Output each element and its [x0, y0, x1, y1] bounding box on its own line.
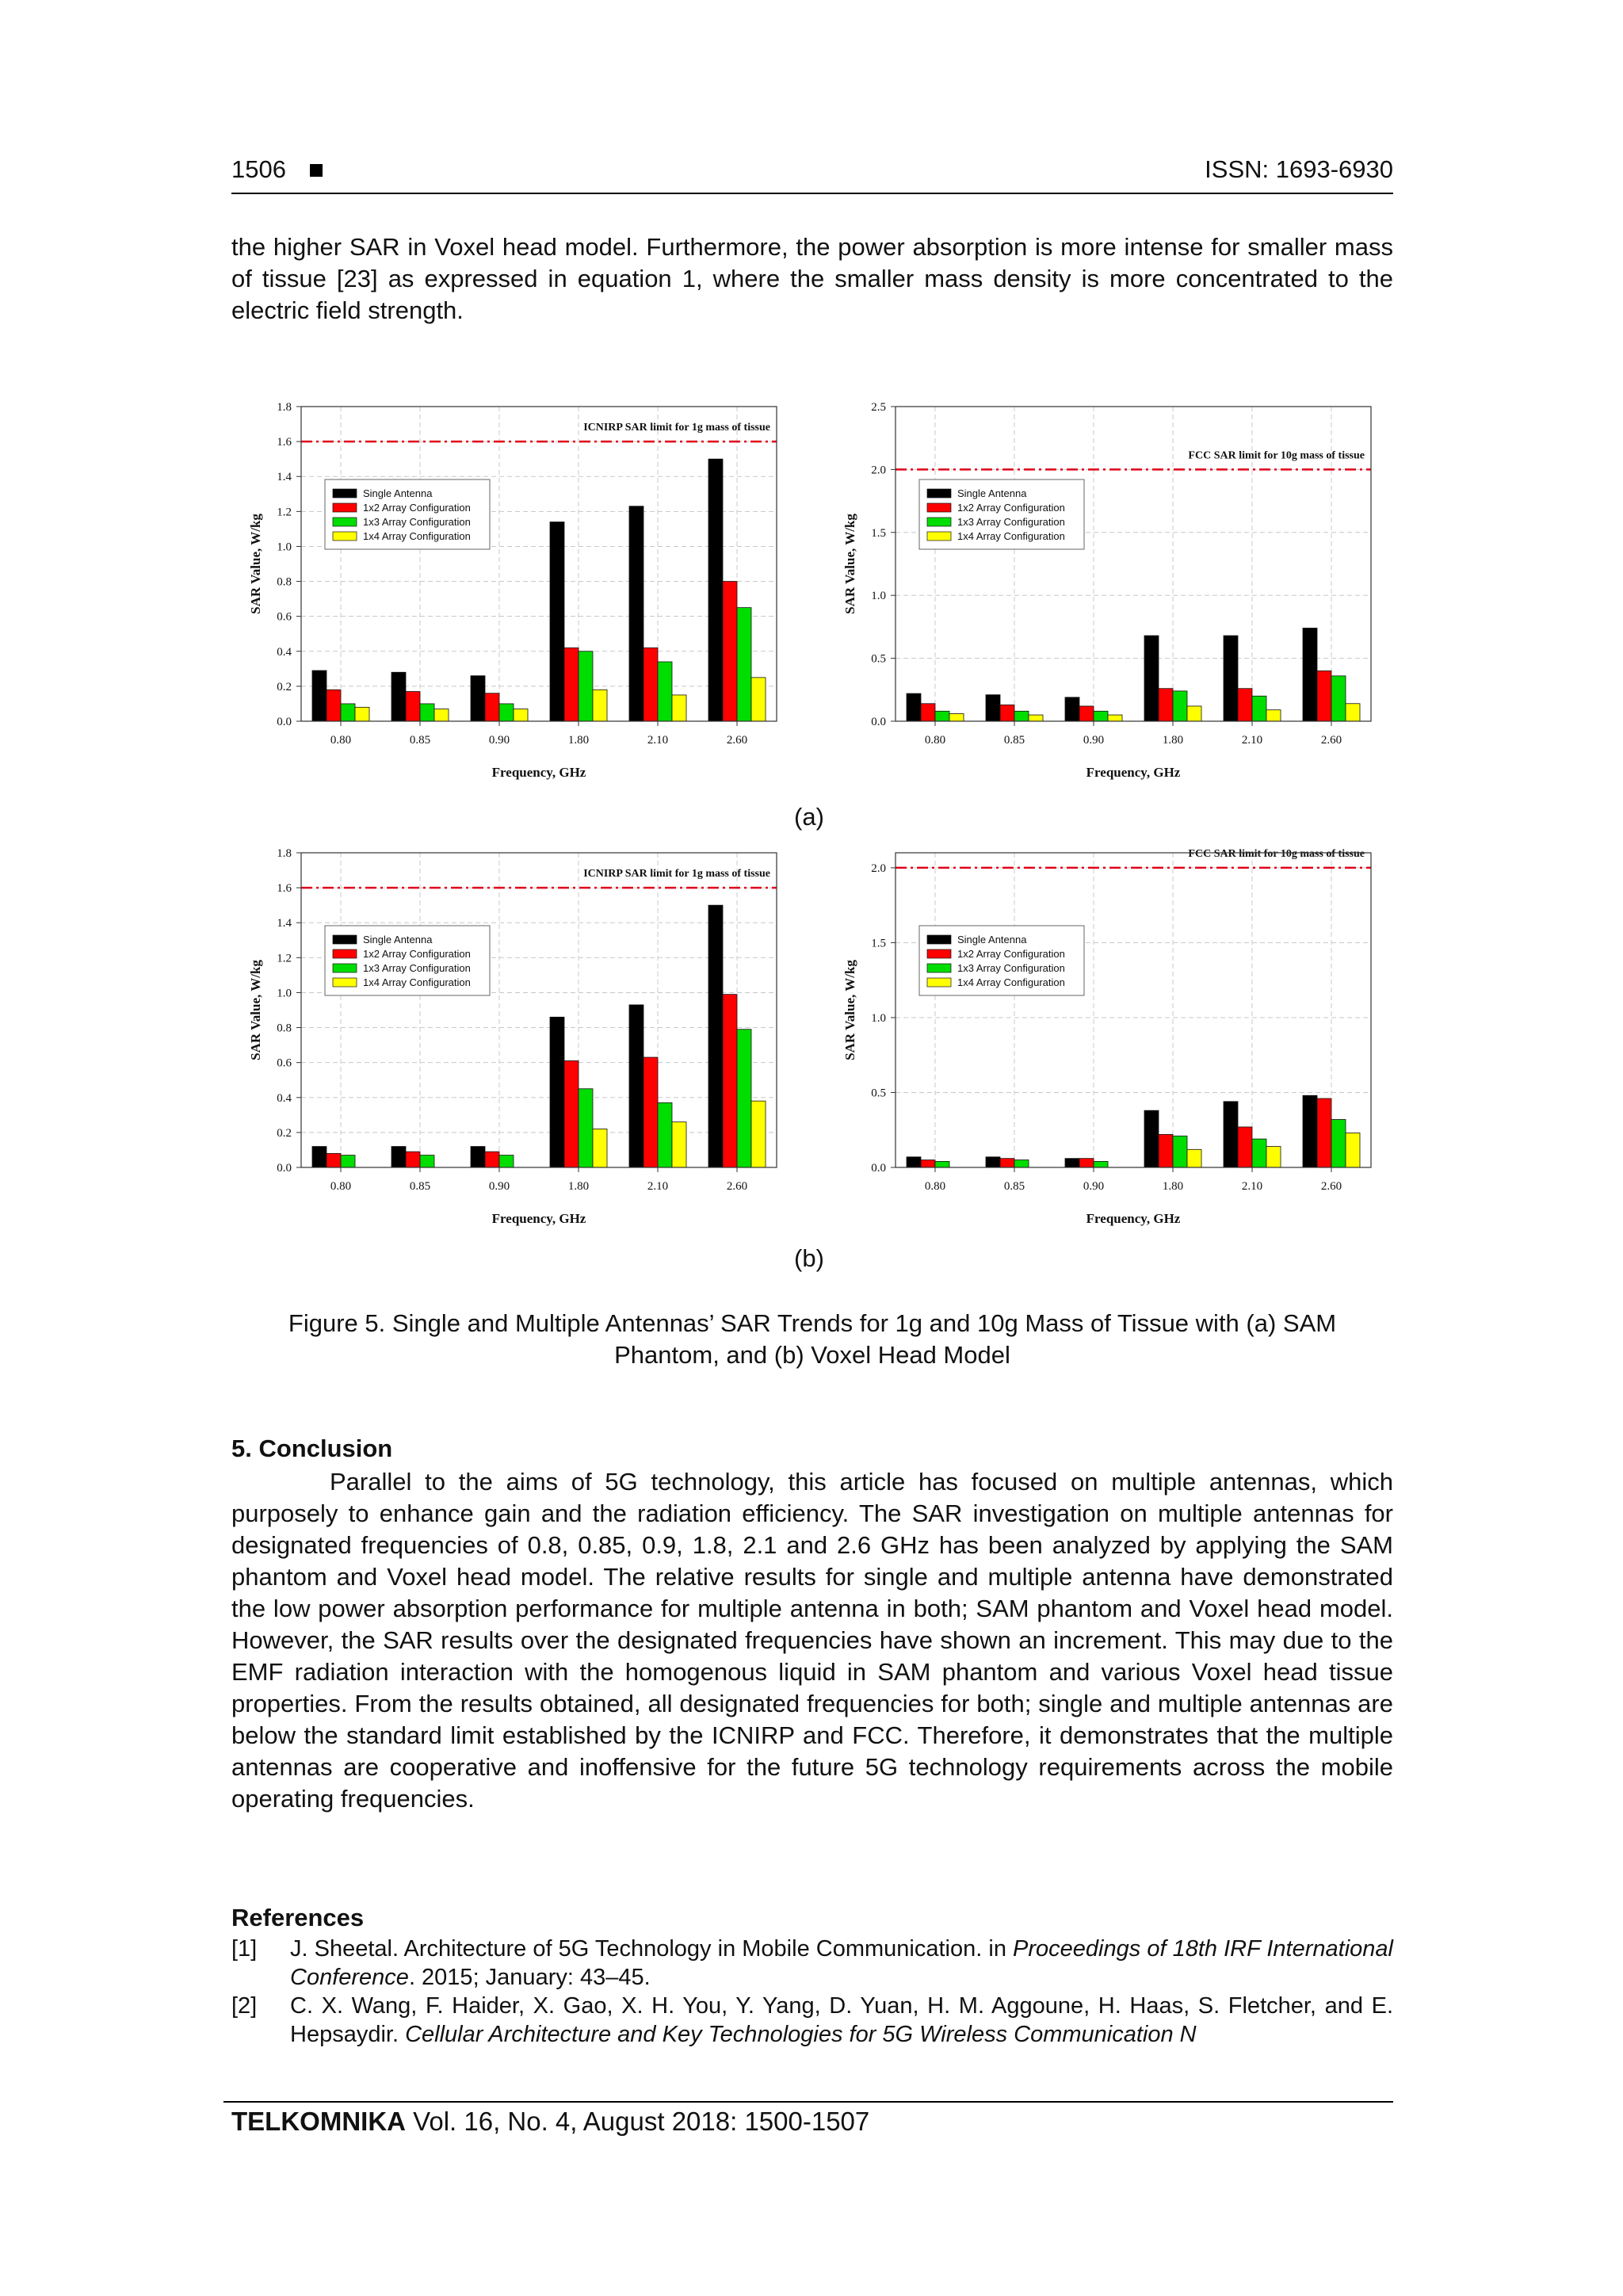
bar	[935, 711, 949, 721]
x-tick-label: 0.85	[409, 1180, 431, 1193]
bar	[406, 1152, 420, 1167]
bar	[327, 690, 341, 721]
references-heading: References	[231, 1904, 365, 1931]
y-tick-label: 0.8	[277, 575, 292, 589]
y-tick-label: 1.2	[277, 952, 292, 965]
bar	[312, 670, 327, 721]
bar	[1252, 1139, 1266, 1167]
y-tick-label: 0.2	[277, 680, 292, 693]
reference-item	[231, 1935, 1393, 1992]
y-tick-label: 1.0	[871, 590, 886, 603]
bar	[986, 1157, 1000, 1167]
reference-number: [1]	[231, 1936, 258, 1962]
bar	[708, 905, 723, 1167]
chart-a-right	[832, 392, 1387, 804]
y-tick-label: 0.6	[277, 610, 292, 624]
legend-swatch	[333, 503, 357, 512]
y-tick-label: 0.4	[277, 1091, 292, 1105]
bar	[1159, 689, 1173, 721]
bar	[355, 707, 369, 721]
x-tick-label: 2.60	[726, 1180, 748, 1193]
bar	[1317, 1098, 1331, 1167]
bar	[1144, 636, 1159, 721]
bar	[723, 582, 737, 721]
chart-svg	[832, 392, 1387, 804]
bar	[1266, 710, 1281, 721]
legend-label: 1x3 Array Configuration	[957, 516, 1065, 528]
y-tick-label: 1.0	[277, 541, 292, 554]
figure-caption: Figure 5. Single and Multiple Antennas’ SAR Trends for 1g and 10g Mass of Tissue with (a) SAM Phantom, and (b) Voxel Head Model	[288, 1309, 1337, 1369]
y-tick-label: 0.0	[871, 1162, 886, 1175]
footer-rule	[223, 2101, 1393, 2103]
bar	[1224, 1102, 1238, 1167]
conclusion-paragraph	[231, 1466, 1393, 1815]
y-tick-label: 0.5	[871, 1087, 886, 1100]
legend-swatch	[333, 978, 357, 987]
bar	[1159, 1134, 1173, 1167]
legend-label: 1x4 Array Configuration	[957, 530, 1065, 542]
x-tick-label: 0.90	[488, 734, 510, 747]
legend-swatch	[927, 964, 951, 972]
legend-swatch	[927, 935, 951, 944]
x-tick-label: 0.85	[1003, 1180, 1025, 1193]
bar	[341, 1156, 355, 1167]
legend-label: 1x3 Array Configuration	[363, 516, 471, 528]
y-tick-label: 1.8	[277, 847, 292, 860]
legend-label: 1x2 Array Configuration	[957, 948, 1065, 960]
y-axis-label: SAR Value, W/kg	[842, 960, 857, 1060]
bar	[312, 1147, 327, 1167]
y-tick-label: 0.0	[871, 716, 886, 728]
bar	[672, 695, 686, 721]
bar	[751, 678, 766, 721]
y-tick-label: 0.0	[277, 716, 292, 728]
y-axis-label: SAR Value, W/kg	[248, 960, 263, 1060]
y-tick-label: 2.0	[871, 464, 886, 477]
legend-swatch	[333, 949, 357, 958]
x-tick-label: 0.90	[488, 1180, 510, 1193]
legend-swatch	[927, 949, 951, 958]
legend-swatch	[927, 503, 951, 512]
bar	[1346, 1133, 1360, 1167]
bar	[1144, 1110, 1159, 1167]
bar	[564, 1060, 579, 1167]
x-tick-label: 2.10	[647, 734, 669, 747]
bar	[1173, 1136, 1187, 1167]
bar	[629, 506, 643, 721]
limit-label: ICNIRP SAR limit for 1g mass of tissue	[583, 422, 770, 434]
x-axis-label: Frequency, GHz	[1086, 765, 1181, 780]
bar	[327, 1153, 341, 1167]
legend-label: 1x4 Array Configuration	[957, 976, 1065, 988]
y-tick-label: 0.8	[277, 1022, 292, 1035]
y-tick-label: 1.6	[277, 882, 292, 896]
bar	[1238, 1127, 1252, 1167]
bar	[643, 1057, 658, 1167]
bar	[1029, 715, 1043, 721]
y-tick-label: 1.5	[871, 937, 886, 950]
bar	[1303, 628, 1317, 721]
y-tick-label: 1.2	[277, 506, 292, 519]
bar	[1094, 711, 1108, 721]
bar	[579, 1089, 593, 1167]
chart-svg	[832, 839, 1387, 1251]
reference-italic: Proceedings of 18th IRF International Conference	[290, 1936, 1393, 1990]
y-tick-label: 1.5	[871, 526, 886, 540]
bar	[406, 692, 420, 721]
legend-swatch	[927, 489, 951, 498]
bar	[1252, 696, 1266, 721]
bar	[485, 693, 499, 721]
bar	[1303, 1095, 1317, 1167]
x-tick-label: 0.90	[1083, 1180, 1105, 1193]
x-tick-label: 2.10	[1241, 734, 1263, 747]
header-rule	[231, 193, 1393, 194]
subfigure-label-a: (a)	[794, 803, 824, 831]
reference-plain-tail: . 2015; January: 43–45.	[408, 1965, 651, 1990]
bar	[341, 704, 355, 721]
reference-number: [2]	[231, 1993, 258, 2019]
bar	[514, 709, 528, 721]
page-number: 1506	[231, 155, 286, 183]
bar	[593, 1129, 607, 1167]
bar	[751, 1101, 766, 1167]
conclusion-heading: 5. Conclusion	[231, 1435, 393, 1462]
bar	[737, 608, 751, 721]
intro-paragraph	[231, 231, 1393, 327]
legend-label: 1x3 Array Configuration	[363, 962, 471, 974]
bar	[723, 995, 737, 1167]
bar	[550, 1017, 564, 1167]
bar	[1014, 1160, 1029, 1167]
bar	[629, 1005, 643, 1167]
y-tick-label: 1.0	[277, 987, 292, 1000]
plot-frame	[301, 853, 777, 1167]
legend-label: 1x4 Array Configuration	[363, 530, 471, 542]
reference-item	[231, 1992, 1393, 2049]
footer-journal: TELKOMNIKA	[231, 2107, 406, 2136]
legend-label: 1x2 Array Configuration	[957, 502, 1065, 514]
legend-label: 1x4 Array Configuration	[363, 976, 471, 988]
y-tick-label: 1.4	[277, 471, 292, 484]
y-tick-label: 1.0	[871, 1011, 886, 1025]
x-tick-label: 2.60	[1320, 734, 1342, 747]
x-tick-label: 0.85	[409, 734, 431, 747]
x-axis-label: Frequency, GHz	[491, 765, 586, 780]
x-axis-label: Frequency, GHz	[491, 1211, 586, 1226]
reference-text	[290, 1935, 1393, 1992]
bar	[1079, 1159, 1094, 1167]
y-tick-label: 0.2	[277, 1126, 292, 1140]
bar	[1187, 1149, 1201, 1167]
bar	[1173, 691, 1187, 721]
bar	[1014, 711, 1029, 721]
bar	[434, 709, 449, 721]
bar	[499, 704, 514, 721]
intro-text: the higher SAR in Voxel head model. Furthermore, the power absorption is more intense for smaller mass of tissue [23] as expressed in equation 1, where the smaller mass density is more concentrated to the electric field strength.	[231, 233, 1393, 324]
y-tick-label: 0.6	[277, 1056, 292, 1070]
x-tick-label: 0.80	[924, 734, 946, 747]
conclusion-text: Parallel to the aims of 5G technology, this article has focused on multiple antennas, which purposely to enhance gain and the radiation efficiency. The SAR investigation on multiple antennas for designated frequencies of 0.8, 0.85, 0.9, 1.8, 2.1 and 2.6 GHz has been analyzed by applying the SAM phantom and Voxel head model. The relative results for single and multiple antenna have demonstrated the low power absorption performance for multiple antenna in both; SAM phantom and Voxel head model. However, the SAR results over the designated frequencies have shown an increment. This may due to the EMF radiation interaction with the homogenous liquid in SAM phantom and various Voxel head tissue properties. From the results obtained, all designated frequencies for both; single and multiple antennas are below the standard limit established by the ICNIRP and FCC. Therefore, it demonstrates that the multiple antennas are cooperative and inoffensive for the future 5G technology requirements across the mobile operating frequencies.	[231, 1468, 1393, 1813]
legend-swatch	[333, 964, 357, 972]
legend-label: Single Antenna	[957, 934, 1027, 946]
reference-text	[290, 1992, 1393, 2049]
chart-a-left	[238, 392, 792, 804]
legend-swatch	[333, 518, 357, 526]
x-tick-label: 0.80	[924, 1180, 946, 1193]
bar	[1238, 689, 1252, 721]
chart-svg	[238, 392, 792, 804]
x-tick-label: 0.85	[1003, 734, 1025, 747]
y-tick-label: 0.0	[277, 1162, 292, 1175]
x-tick-label: 2.60	[1320, 1180, 1342, 1193]
x-tick-label: 1.80	[1162, 1180, 1184, 1193]
bar	[1346, 704, 1360, 721]
bar	[658, 662, 672, 721]
y-tick-label: 1.8	[277, 401, 292, 414]
bar	[471, 676, 485, 721]
issn: ISSN: 1693-6930	[1205, 155, 1393, 183]
bar	[1079, 706, 1094, 721]
reference-italic: Cellular Architecture and Key Technologies for 5G Wireless Communication N	[405, 2022, 1197, 2047]
bar	[391, 1147, 406, 1167]
bar	[672, 1122, 686, 1167]
y-tick-label: 1.6	[277, 436, 292, 449]
bar	[1317, 670, 1331, 721]
y-tick-label: 1.4	[277, 917, 292, 930]
legend-label: Single Antenna	[363, 487, 433, 499]
bar	[1065, 697, 1079, 721]
bar	[643, 648, 658, 721]
bar	[658, 1102, 672, 1167]
y-tick-label: 2.0	[871, 861, 886, 875]
bar	[921, 1160, 935, 1167]
bar	[420, 704, 434, 721]
x-tick-label: 2.10	[647, 1180, 669, 1193]
bar	[499, 1156, 514, 1167]
legend-swatch	[333, 532, 357, 541]
footer	[231, 2107, 869, 2137]
footer-details: Vol. 16, No. 4, August 2018: 1500-1507	[405, 2107, 870, 2136]
bar	[1094, 1161, 1108, 1167]
bar	[564, 648, 579, 721]
bar	[949, 713, 964, 721]
y-tick-label: 0.5	[871, 652, 886, 666]
bar	[935, 1161, 949, 1167]
bar	[550, 522, 564, 721]
bar	[1331, 1120, 1346, 1167]
y-axis-label: SAR Value, W/kg	[248, 514, 263, 614]
bar	[593, 690, 607, 721]
limit-label: FCC SAR limit for 10g mass of tissue	[1188, 449, 1365, 462]
legend-label: 1x3 Array Configuration	[957, 962, 1065, 974]
limit-label: ICNIRP SAR limit for 1g mass of tissue	[583, 868, 770, 881]
bar	[986, 695, 1000, 721]
subfigure-label-b: (b)	[794, 1244, 824, 1272]
legend-swatch	[333, 489, 357, 498]
legend-label: 1x2 Array Configuration	[363, 948, 471, 960]
limit-label: FCC SAR limit for 10g mass of tissue	[1188, 847, 1365, 860]
legend-label: Single Antenna	[363, 934, 433, 946]
chart-svg	[238, 839, 792, 1251]
reference-plain: C. X. Wang, F. Haider, X. Gao, X. H. You, Y. Yang, D. Yuan, H. M. Aggoune, H. Haas, S. Fletcher, and E. Hepsaydir.	[290, 1993, 1393, 2047]
x-tick-label: 1.80	[1162, 734, 1184, 747]
legend-swatch	[927, 978, 951, 987]
bar	[471, 1147, 485, 1167]
x-axis-label: Frequency, GHz	[1086, 1211, 1181, 1226]
legend-swatch	[927, 518, 951, 526]
bar	[485, 1152, 499, 1167]
legend-label: 1x2 Array Configuration	[363, 502, 471, 514]
bar	[1108, 715, 1122, 721]
bar	[708, 459, 723, 721]
bar	[1331, 676, 1346, 721]
legend-swatch	[927, 532, 951, 541]
y-tick-label: 0.4	[277, 645, 292, 659]
bar	[420, 1156, 434, 1167]
bar	[907, 1157, 921, 1167]
bar	[1224, 636, 1238, 721]
header-square-icon	[310, 164, 323, 177]
bar	[921, 704, 935, 721]
plot-frame	[301, 407, 777, 721]
plot-frame	[896, 853, 1371, 1167]
bar	[907, 693, 921, 721]
chart-b-left	[238, 839, 792, 1251]
x-tick-label: 1.80	[567, 734, 590, 747]
bar	[391, 672, 406, 721]
bar	[1000, 1159, 1014, 1167]
y-tick-label: 2.5	[871, 401, 886, 414]
legend-swatch	[333, 935, 357, 944]
bar	[1000, 705, 1014, 721]
bar	[1266, 1147, 1281, 1167]
legend-label: Single Antenna	[957, 487, 1027, 499]
chart-b-right	[832, 839, 1387, 1251]
x-tick-label: 2.60	[726, 734, 748, 747]
bar	[1065, 1159, 1079, 1167]
x-tick-label: 1.80	[567, 1180, 590, 1193]
x-tick-label: 0.80	[330, 1180, 352, 1193]
x-tick-label: 2.10	[1241, 1180, 1263, 1193]
x-tick-label: 0.80	[330, 734, 352, 747]
reference-plain: J. Sheetal. Architecture of 5G Technology in Mobile Communication. in	[290, 1936, 1014, 1962]
bar	[737, 1030, 751, 1167]
bar	[1187, 706, 1201, 721]
x-tick-label: 0.90	[1083, 734, 1105, 747]
bar	[579, 651, 593, 721]
y-axis-label: SAR Value, W/kg	[842, 514, 857, 614]
